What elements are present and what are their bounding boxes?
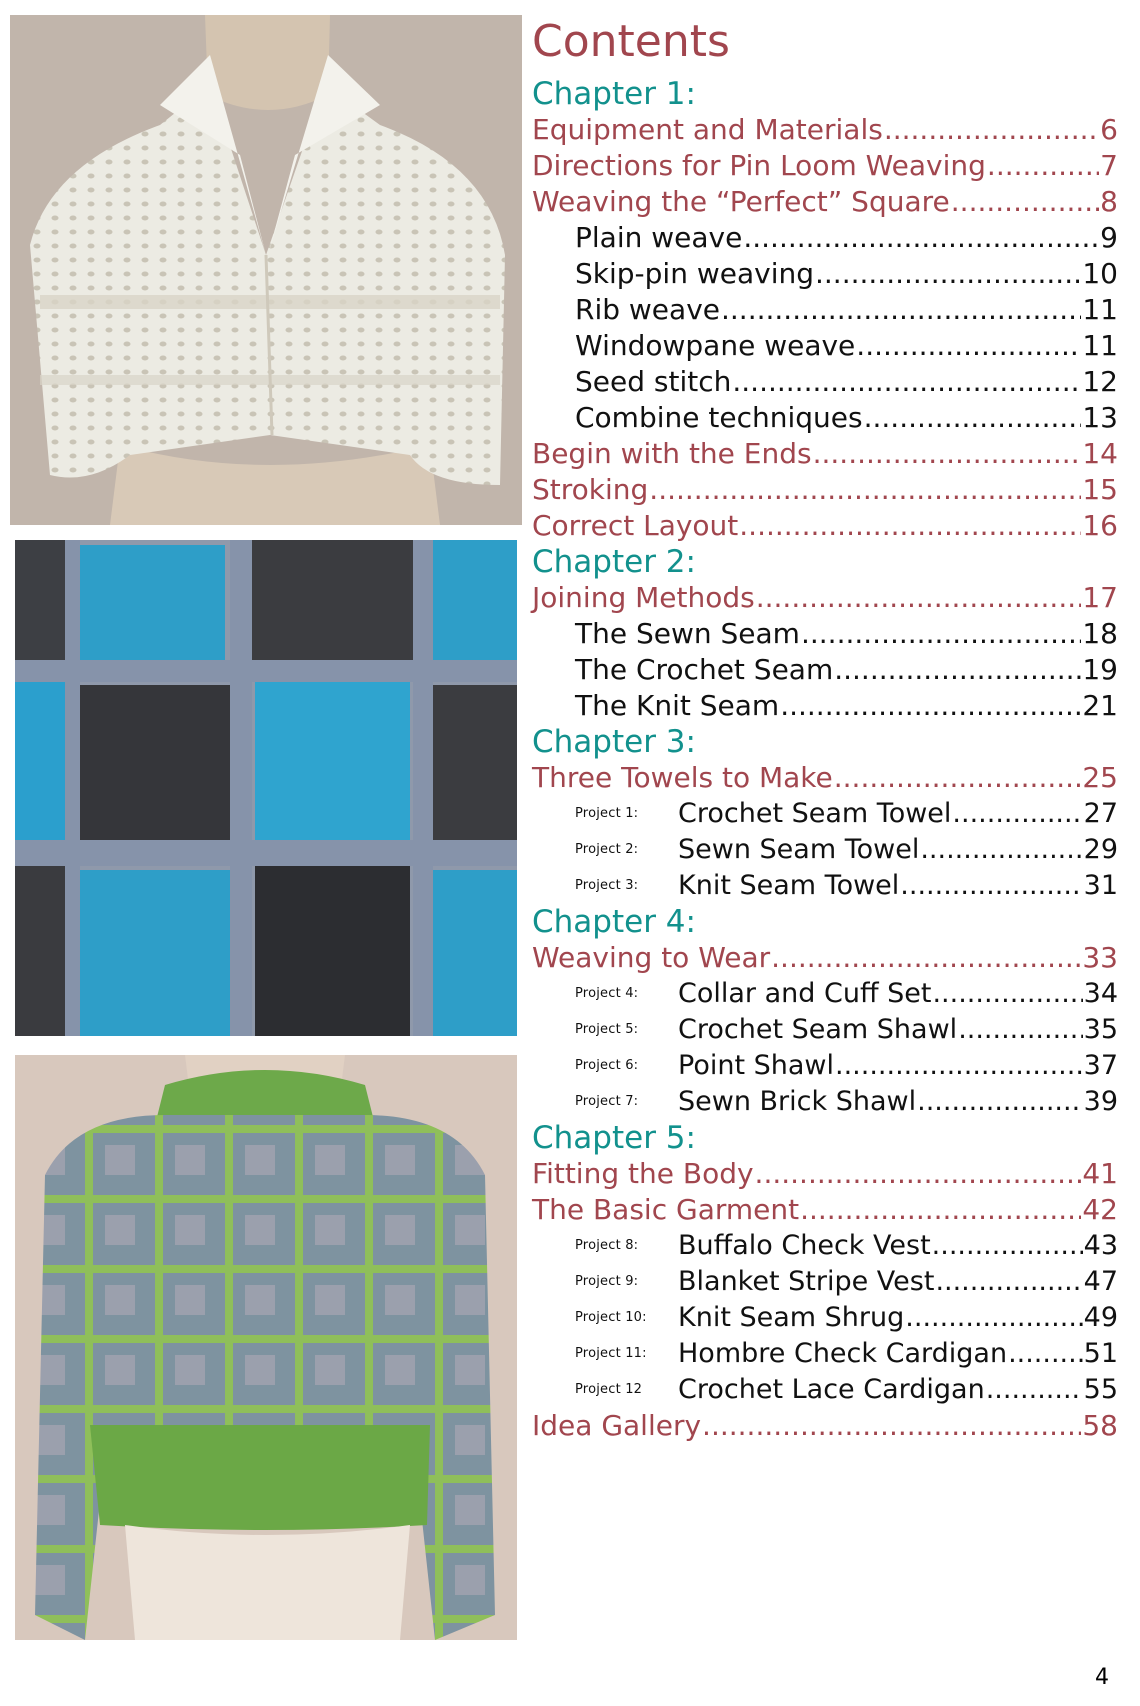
toc-entry[interactable]: Equipment and Materials ..... 6 (532, 112, 1118, 148)
toc-project-entry[interactable]: Project 2: Sewn Seam Towel ..... 29 (532, 832, 1118, 868)
chapter-4-heading: Chapter 4: (532, 904, 696, 940)
project-tag: Project 1: (575, 806, 639, 821)
chapter-3-heading: Chapter 3: (532, 724, 696, 760)
toc-project-entry[interactable]: Project 1: Crochet Seam Towel ..... 27 (532, 796, 1118, 832)
toc-entry[interactable]: Weaving the “Perfect” Square ..... 8 (532, 184, 1118, 220)
chapter-1-heading: Chapter 1: (532, 76, 696, 112)
chapter-5-heading: Chapter 5: (532, 1120, 696, 1156)
toc-project-entry[interactable]: Project 11: Hombre Check Cardigan ..... 51 (532, 1336, 1118, 1372)
toc-entry[interactable]: Correct Layout ..... 16 (532, 508, 1118, 544)
toc-subentry[interactable]: Combine techniques ..... 13 (532, 400, 1118, 436)
toc-project-entry[interactable]: Project 10: Knit Seam Shrug ..... 49 (532, 1300, 1118, 1336)
toc-subentry[interactable]: The Knit Seam ..... 21 (532, 688, 1118, 724)
toc-subentry[interactable]: The Crochet Seam ..... 19 (532, 652, 1118, 688)
toc-entry[interactable]: The Basic Garment ..... 42 (532, 1192, 1118, 1228)
toc-subentry[interactable]: Rib weave ..... 11 (532, 292, 1118, 328)
table-of-contents (532, 14, 1118, 1444)
toc-project-entry[interactable]: Project 4: Collar and Cuff Set ..... 34 (532, 976, 1118, 1012)
project-tag: Project 2: (575, 842, 639, 857)
toc-subentry[interactable]: Plain weave ..... 9 (532, 220, 1118, 256)
project-tag: Project 9: (575, 1274, 639, 1289)
toc-entry[interactable]: Directions for Pin Loom Weaving ..... 7 (532, 148, 1118, 184)
toc-entry[interactable]: Idea Gallery ..... 58 (532, 1408, 1118, 1444)
project-tag: Project 6: (575, 1058, 639, 1073)
toc-entry[interactable]: Three Towels to Make ..... 25 (532, 760, 1118, 796)
project-tag: Project 3: (575, 878, 639, 893)
toc-subentry[interactable]: The Sewn Seam ..... 18 (532, 616, 1118, 652)
toc-entry[interactable]: Begin with the Ends ..... 14 (532, 436, 1118, 472)
toc-entry[interactable]: Weaving to Wear ..... 33 (532, 940, 1118, 976)
toc-project-entry[interactable]: Project 3: Knit Seam Towel ..... 31 (532, 868, 1118, 904)
project-tag: Project 4: (575, 986, 639, 1001)
toc-project-entry[interactable]: Project 12 Crochet Lace Cardigan ..... 55 (532, 1372, 1118, 1408)
project-tag: Project 8: (575, 1238, 639, 1253)
toc-entry[interactable]: Stroking ..... 15 (532, 472, 1118, 508)
toc-project-entry[interactable]: Project 5: Crochet Seam Shawl ..... 35 (532, 1012, 1118, 1048)
toc-subentry[interactable]: Windowpane weave ..... 11 (532, 328, 1118, 364)
project-tag: Project 7: (575, 1094, 639, 1109)
toc-entry[interactable]: Fitting the Body ..... 41 (532, 1156, 1118, 1192)
toc-subentry[interactable]: Seed stitch ..... 12 (532, 364, 1118, 400)
project-tag: Project 11: (575, 1346, 647, 1361)
toc-project-entry[interactable]: Project 8: Buffalo Check Vest ..... 43 (532, 1228, 1118, 1264)
photo-white-lace-shrug (10, 15, 522, 525)
page-number: 4 (1095, 1665, 1109, 1690)
toc-project-entry[interactable]: Project 6: Point Shawl ..... 37 (532, 1048, 1118, 1084)
project-tag: Project 10: (575, 1310, 647, 1325)
chapter-2-heading: Chapter 2: (532, 544, 696, 580)
toc-entry[interactable]: Joining Methods ..... 17 (532, 580, 1118, 616)
project-tag: Project 12 (575, 1382, 643, 1397)
photo-woven-squares-closeup (15, 540, 517, 1036)
toc-project-entry[interactable]: Project 9: Blanket Stripe Vest ..... 47 (532, 1264, 1118, 1300)
photo-green-plaid-cardigan (15, 1055, 517, 1640)
toc-subentry[interactable]: Skip-pin weaving ..... 10 (532, 256, 1118, 292)
project-tag: Project 5: (575, 1022, 639, 1037)
toc-project-entry[interactable]: Project 7: Sewn Brick Shawl ..... 39 (532, 1084, 1118, 1120)
page-title: Contents (532, 16, 730, 67)
